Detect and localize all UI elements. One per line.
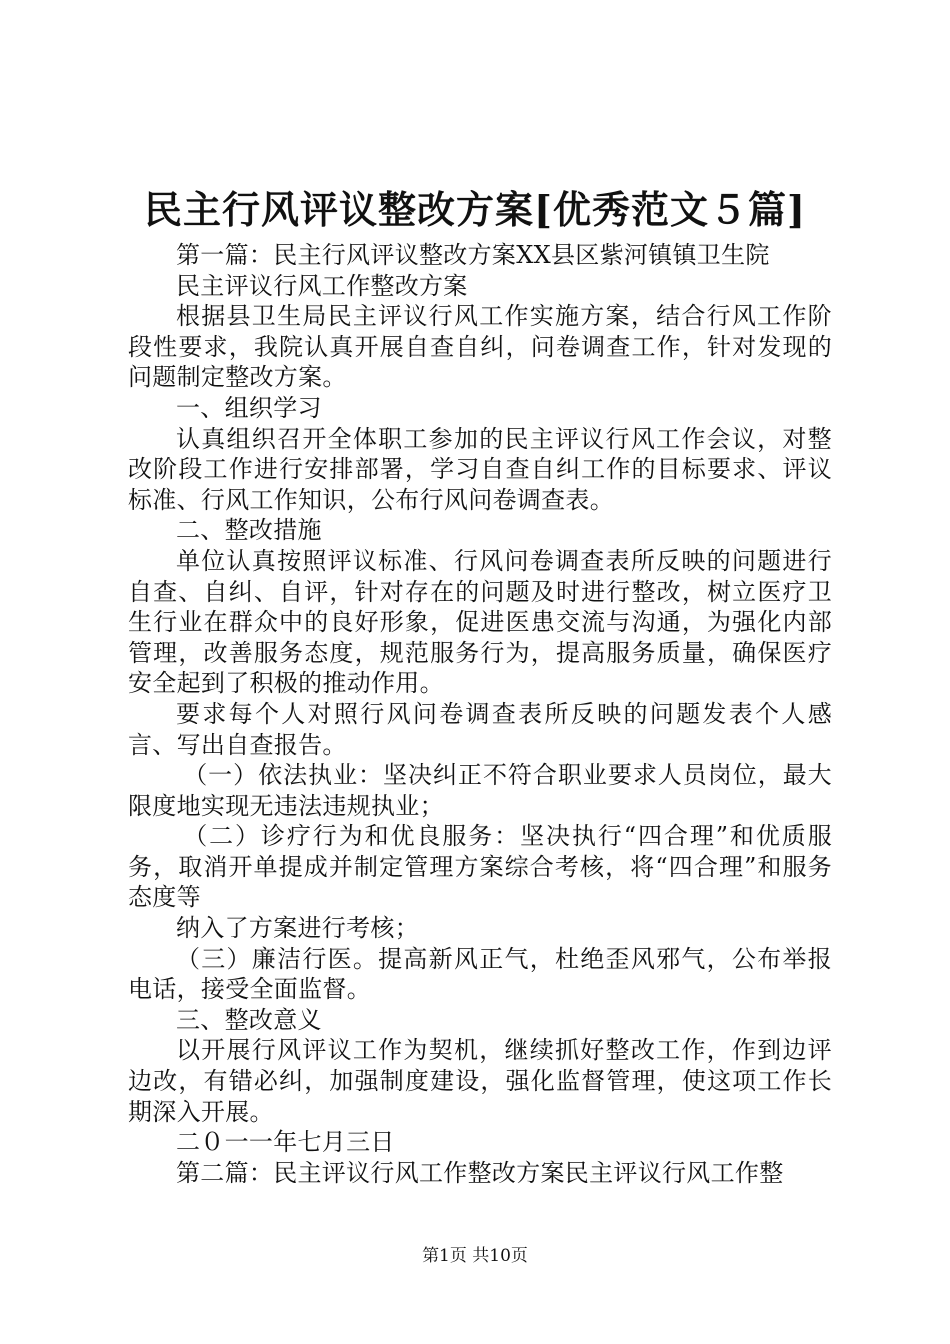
page-footer: 第1页 共10页 (422, 1246, 528, 1266)
list-item: （一）依法执业：坚决纠正不符合职业要求人员岗位，最大限度地实现无违法违规执业； (128, 761, 832, 820)
list-item: （二）诊疗行为和优良服务：坚决执行“四合理”和优质服务，取消开单提成并制定管理方案综合考核，将“四合理”和服务态度等 (128, 822, 832, 912)
list-item: （三）廉洁行医。提高新风正气，杜绝歪风邪气，公布举报电话，接受全面监督。 (128, 944, 832, 1004)
paragraph: 单位认真按照评议标准、行风问卷调查表所反映的问题进行自查、自纠、自评，针对存在的问题及时进行整改，树立医疗卫生行业在群众中的良好形象，促进医患交流与沟通，为强化内部管理，改善服务态度，规范服务行为，提高服务质量，确保医疗安全起到了积极的推动作用。 (128, 546, 832, 698)
paragraph: 民主评议行风工作整改方案 (176, 271, 468, 300)
document-body (128, 240, 832, 1188)
paragraph: 第一篇：民主行风评议整改方案XX县区紫河镇镇卫生院 (176, 241, 770, 269)
section-heading: 一、组织学习 (176, 393, 322, 422)
paragraph: 认真组织召开全体职工参加的民主评议行风工作会议，对整改阶段工作进行安排部署，学习自查自纠工作的目标要求、评议标准、行风工作知识，公布行风问卷调查表。 (128, 424, 832, 514)
date-line: 二０一一年七月三日 (176, 1128, 395, 1157)
section-heading: 三、整改意义 (176, 1005, 322, 1034)
document-title: 民主行风评议整改方案[优秀范文５篇] (144, 187, 806, 232)
paragraph: 根据县卫生局民主评议行风工作实施方案，结合行风工作阶段性要求，我院认真开展自查自纠，问卷调查工作，针对发现的问题制定整改方案。 (128, 302, 832, 392)
paragraph: 以开展行风评议工作为契机，继续抓好整改工作，作到边评边改，有错必纠，加强制度建设，强化监督管理，使这项工作长期深入开展。 (128, 1036, 832, 1126)
paragraph: 要求每个人对照行风问卷调查表所反映的问题发表个人感言、写出自查报告。 (128, 699, 832, 759)
section-heading: 二、整改措施 (176, 516, 322, 545)
paragraph: 第二篇：民主评议行风工作整改方案民主评议行风工作整 (176, 1158, 784, 1187)
paragraph: 纳入了方案进行考核； (176, 914, 419, 943)
